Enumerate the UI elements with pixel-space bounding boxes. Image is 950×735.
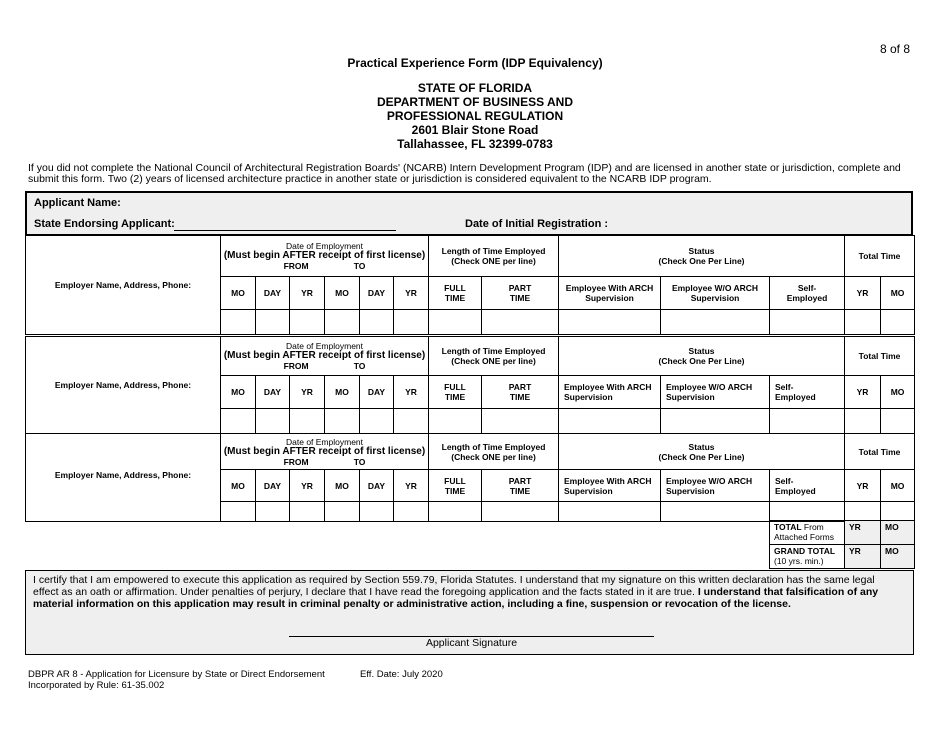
footer-eff-date: Eff. Date: July 2020: [360, 669, 443, 680]
to-yr-label: YR: [394, 470, 429, 502]
total-mo-input[interactable]: [881, 409, 915, 434]
certification-text: I certify that I am empowered to execute this application as required by Section 559.79, Florida Statutes. I understand that my signature on this written declaration has the same legal effect as an oath or affirmation. Under penalties of perjury, I declare that I have read the foregoing application and the facts stated in it are true. I understand that falsification of any material information on this application may result in criminal penalty or administrative action, including a fine, suspension or revocation of the license.: [33, 574, 879, 610]
certification-section: [25, 570, 914, 655]
full-time-label: FULL TIME: [429, 376, 482, 409]
to-day-input[interactable]: [360, 502, 394, 522]
status-header: Status (Check One Per Line): [559, 434, 845, 470]
from-day-input[interactable]: [256, 409, 290, 434]
with-arch-label: Employee With ARCH Supervision: [559, 277, 661, 310]
grand-total-label: GRAND TOTAL (10 yrs. min.): [770, 545, 845, 569]
employer-table-2: [25, 336, 915, 434]
employer-table-3: [25, 433, 915, 522]
footer-form-id: DBPR AR 8 - Application for Licensure by State or Direct Endorsement: [28, 669, 325, 680]
total-mo-input[interactable]: [881, 310, 915, 335]
from-day-label: DAY: [256, 470, 290, 502]
total-time-header: Total Time: [845, 337, 915, 376]
date-of-employment-header: Date of Employment (Must begin AFTER receipt of first license) FROM TO: [221, 337, 429, 376]
without-arch-check[interactable]: [661, 502, 770, 522]
applicant-name-label: Applicant Name:: [34, 197, 121, 209]
employer-info-cell[interactable]: Employer Name, Address, Phone:: [26, 337, 221, 434]
footer-rule: Incorporated by Rule: 61-35.002: [28, 680, 165, 691]
total-mo-label: MO: [881, 277, 915, 310]
employer-table-1: [25, 235, 915, 335]
to-yr-label: YR: [394, 277, 429, 310]
agency-header: [0, 81, 950, 151]
from-mo-label: MO: [221, 277, 256, 310]
grand-total-mo[interactable]: MO: [881, 545, 915, 569]
totals-table: [769, 520, 915, 569]
agency-line-3: PROFESSIONAL REGULATION: [386, 109, 564, 123]
to-yr-input[interactable]: [394, 502, 429, 522]
part-time-label: PART TIME: [482, 277, 559, 310]
employer-info-cell[interactable]: Employer Name, Address, Phone:: [26, 236, 221, 335]
to-day-label: DAY: [360, 277, 394, 310]
length-of-time-header: Length of Time Employed (Check ONE per line): [429, 337, 559, 376]
to-day-input[interactable]: [360, 409, 394, 434]
total-yr-input[interactable]: [845, 310, 881, 335]
to-yr-input[interactable]: [394, 409, 429, 434]
total-yr-label: YR: [845, 470, 881, 502]
status-header: Status (Check One Per Line): [559, 337, 845, 376]
from-mo-input[interactable]: [221, 409, 256, 434]
form-title: Practical Experience Form (IDP Equivalency): [347, 56, 603, 70]
from-yr-input[interactable]: [290, 310, 325, 335]
with-arch-label: Employee With ARCH Supervision: [559, 376, 661, 409]
without-arch-label: Employee W/O ARCH Supervision: [661, 277, 770, 310]
agency-address-1: 2601 Blair Stone Road: [411, 123, 539, 137]
total-yr-input[interactable]: [845, 409, 881, 434]
from-mo-label: MO: [221, 376, 256, 409]
from-yr-label: YR: [290, 277, 325, 310]
part-time-check[interactable]: [482, 409, 559, 434]
total-attached-yr[interactable]: YR: [845, 521, 881, 545]
from-yr-input[interactable]: [290, 502, 325, 522]
initial-registration-label: Date of Initial Registration :: [465, 218, 609, 230]
from-day-input[interactable]: [256, 310, 290, 335]
length-of-time-header: Length of Time Employed (Check ONE per line): [429, 236, 559, 277]
self-employed-label: Self- Employed: [770, 376, 845, 409]
date-of-employment-header: Date of Employment (Must begin AFTER receipt of first license) FROM TO: [221, 236, 429, 277]
length-of-time-header: Length of Time Employed (Check ONE per line): [429, 434, 559, 470]
full-time-check[interactable]: [429, 310, 482, 335]
from-yr-label: YR: [290, 376, 325, 409]
to-mo-input[interactable]: [325, 502, 360, 522]
to-mo-input[interactable]: [325, 310, 360, 335]
full-time-check[interactable]: [429, 502, 482, 522]
self-employed-label: Self- Employed: [770, 277, 845, 310]
total-attached-mo[interactable]: MO: [881, 521, 915, 545]
status-header: Status (Check One Per Line): [559, 236, 845, 277]
full-time-label: FULL TIME: [429, 470, 482, 502]
to-yr-input[interactable]: [394, 310, 429, 335]
total-mo-label: MO: [881, 376, 915, 409]
part-time-check[interactable]: [482, 310, 559, 335]
with-arch-check[interactable]: [559, 310, 661, 335]
state-endorsing-input[interactable]: [174, 230, 396, 231]
from-day-input[interactable]: [256, 502, 290, 522]
to-day-input[interactable]: [360, 310, 394, 335]
to-day-label: DAY: [360, 376, 394, 409]
without-arch-label: Employee W/O ARCH Supervision: [661, 376, 770, 409]
to-mo-label: MO: [325, 470, 360, 502]
employer-info-cell[interactable]: Employer Name, Address, Phone:: [26, 434, 221, 522]
from-yr-label: YR: [290, 470, 325, 502]
from-mo-label: MO: [221, 470, 256, 502]
agency-address-2: Tallahassee, FL 32399-0783: [397, 137, 553, 151]
total-attached-label: TOTAL From Attached Forms: [770, 521, 845, 545]
agency-line-2: DEPARTMENT OF BUSINESS AND: [376, 95, 573, 109]
state-endorsing-label: State Endorsing Applicant:: [34, 218, 175, 230]
grand-total-yr[interactable]: YR: [845, 545, 881, 569]
from-mo-input[interactable]: [221, 310, 256, 335]
to-mo-label: MO: [325, 376, 360, 409]
page-number: 8 of 8: [880, 42, 911, 56]
applicant-section: [25, 191, 913, 235]
without-arch-check[interactable]: [661, 310, 770, 335]
from-day-label: DAY: [256, 277, 290, 310]
self-employed-check[interactable]: [770, 409, 845, 434]
total-time-header: Total Time: [845, 236, 915, 277]
signature-label: Applicant Signature: [425, 637, 518, 649]
part-time-label: PART TIME: [482, 470, 559, 502]
total-yr-label: YR: [845, 277, 881, 310]
agency-line-1: STATE OF FLORIDA: [417, 81, 533, 95]
from-day-label: DAY: [256, 376, 290, 409]
to-mo-label: MO: [325, 277, 360, 310]
total-mo-input[interactable]: [881, 502, 915, 522]
to-mo-input[interactable]: [325, 409, 360, 434]
to-day-label: DAY: [360, 470, 394, 502]
part-time-label: PART TIME: [482, 376, 559, 409]
without-arch-check[interactable]: [661, 409, 770, 434]
date-of-employment-header: Date of Employment (Must begin AFTER receipt of first license) FROM TO: [221, 434, 429, 470]
part-time-check[interactable]: [482, 502, 559, 522]
full-time-label: FULL TIME: [429, 277, 482, 310]
total-mo-label: MO: [881, 470, 915, 502]
with-arch-check[interactable]: [559, 502, 661, 522]
total-yr-label: YR: [845, 376, 881, 409]
total-yr-input[interactable]: [845, 502, 881, 522]
from-yr-input[interactable]: [290, 409, 325, 434]
full-time-check[interactable]: [429, 409, 482, 434]
to-yr-label: YR: [394, 376, 429, 409]
from-mo-input[interactable]: [221, 502, 256, 522]
self-employed-label: Self- Employed: [770, 470, 845, 502]
self-employed-check[interactable]: [770, 502, 845, 522]
with-arch-label: Employee With ARCH Supervision: [559, 470, 661, 502]
without-arch-label: Employee W/O ARCH Supervision: [661, 470, 770, 502]
intro-paragraph: If you did not complete the National Council of Architectural Registration Boards' (NCARB) Intern Development Program (IDP) and are licensed in another state or jurisdiction, complete and submit this form. Two (2) years of licensed architecture practice in another state or jurisdiction is considered equivalent to the NCARB IDP program.: [28, 162, 901, 185]
with-arch-check[interactable]: [559, 409, 661, 434]
total-time-header: Total Time: [845, 434, 915, 470]
self-employed-check[interactable]: [770, 310, 845, 335]
